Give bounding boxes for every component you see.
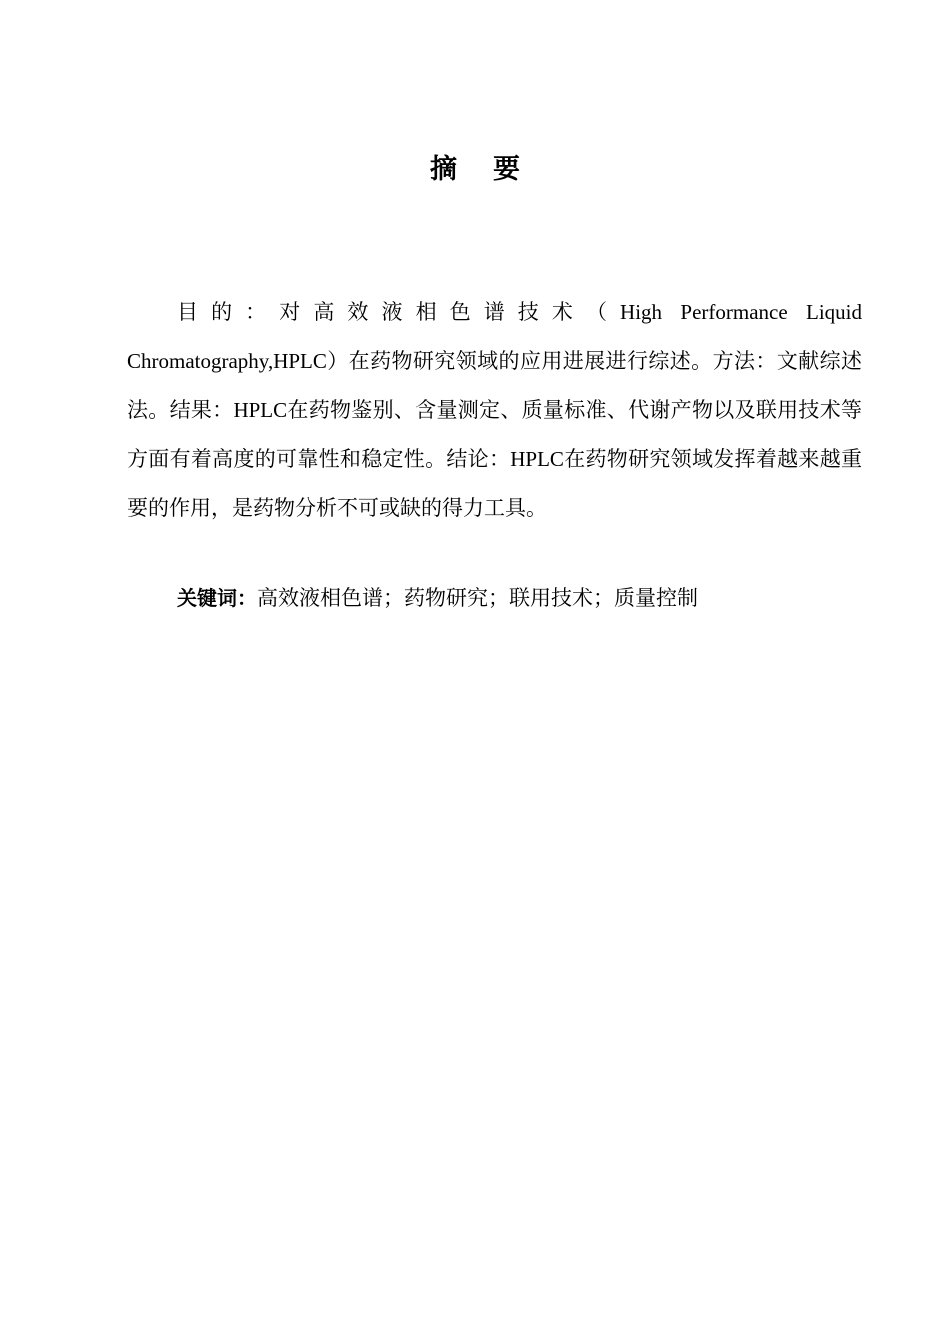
keywords-line	[177, 576, 862, 620]
abstract-paragraph: 目的：对高效液相色谱技术（High Performance Liquid Chromatography,HPLC）在药物研究领域的应用进展进行综述。方法：文献综述法。结果：HPLC在药物鉴别、含量测定、质量标准、代谢产物以及联用技术等方面有着高度的可靠性和稳定性。结论：HPLC在药物研究领域发挥着越来越重要的作用，是药物分析不可或缺的得力工具。	[127, 300, 862, 520]
keywords-label: 关键词：	[177, 586, 257, 610]
keywords-text: 高效液相色谱；药物研究；联用技术；质量控制	[257, 586, 698, 610]
page-title: 摘要	[430, 154, 556, 185]
